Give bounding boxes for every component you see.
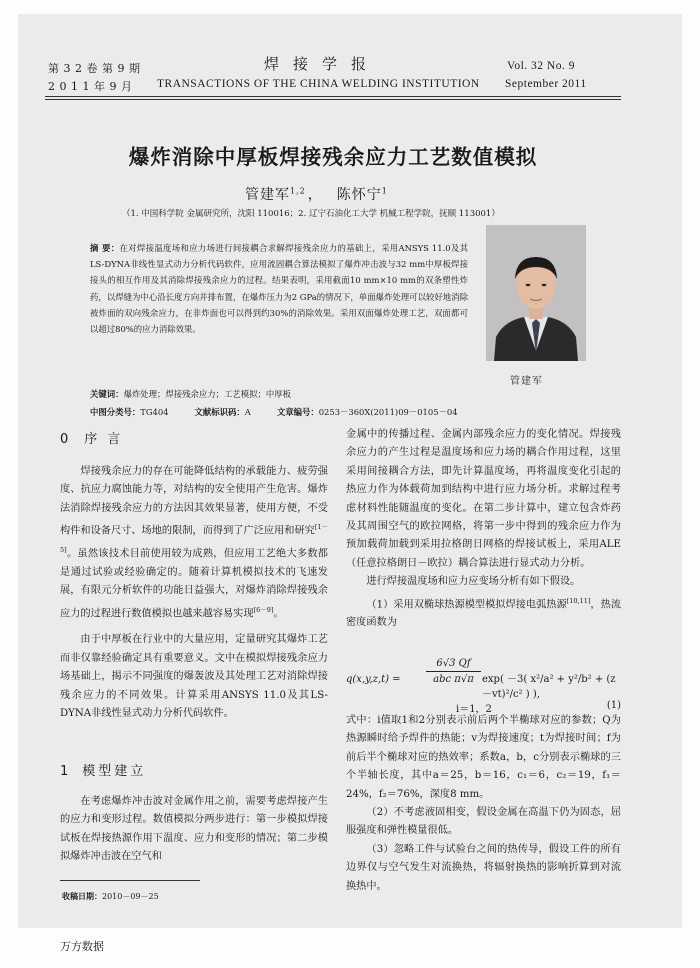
journal-name-cn: 焊接学报 — [264, 55, 381, 73]
left-column-body-2 — [60, 793, 328, 867]
intro-paragraph-2: 由于中厚板在行业中的大量应用，定量研究其爆炸工艺而非仅靠经验确定具有重要意义。文中在模拟焊接残余应力场基础上，揭示不同强度的爆轰波及其处理工艺对消除焊接残余应力的不同效果。计算采用ANSYS 11.0及其LS-DYNA非线性显式动力分析代码软件。 — [60, 634, 328, 720]
section-0-heading — [60, 428, 130, 447]
clc-value: TG404 — [140, 407, 169, 417]
abstract-label: 摘 要： — [90, 243, 120, 253]
left-column-body-1 — [60, 463, 328, 723]
authors — [245, 184, 388, 204]
article-id-value: 0253－360X(2011)09－0105－04 — [318, 407, 458, 417]
photo-caption: 管建军 — [510, 376, 543, 387]
author-1: 管建军 — [245, 187, 290, 203]
received-date-label: 收稿日期： — [62, 892, 102, 901]
right-paragraph-1: 金属中的传播过程、金属内部残余应力的变化情况。焊接残余应力的产生过程是温度场和应力场的耦合作用过程，这里采用间接耦合方法，即先计算温度场，再将温度变化引起的热应力作为体载荷加到结构中进行应力场分析。求解过程考虑材料性能随温度的变化。在第二步计算中，建立包含炸药及其周围空气的欧拉网格，将第一步中得到的残余应力作为预加载荷加载到采用拉格朗日网格的焊接试板上，采用ALE（任意拉格朗日－欧拉）耦合算法进行显式动力分析。 — [346, 429, 621, 569]
right-column-body-1 — [346, 426, 621, 633]
equation-rhs: exp( －3( x²/a² + y²/b² + (z－vt)²/c² ) ), — [482, 674, 616, 700]
author-2: 陈怀宁 — [336, 187, 382, 203]
section-1-title: 模型建立 — [82, 764, 147, 779]
citation-6-9: [6－9] — [253, 605, 274, 614]
equation-index: i＝1，2 — [456, 704, 492, 715]
keywords-label: 关键词： — [90, 389, 124, 399]
abstract-text: 在对焊接温度场和应力场进行间接耦合求解焊接残余应力的基础上，采用ANSYS 11.0及其LS-DYNA非线性显式动力分析代码软件，应用流固耦合算法模拟了爆炸冲击波与32 mm中厚板焊接接头的相互作用及其消除焊接残余应力的过程。结果表明，采用截面10 mm×10 mm的双条塑性炸药，以焊缝为中心沿长度方向并排布置，在爆炸压力为2 GPa的情况下，单面爆炸处理可以较好地消除被炸面的双向残余应力，在非炸面也可以得到约30%的消除效果。采用双面爆炸处理工艺，双面都可以超过80%的应力消除效果。 — [90, 243, 469, 335]
journal-date-en: September 2011 — [505, 78, 587, 90]
header-rule — [45, 96, 621, 97]
citation-1-5: [1－5] — [60, 523, 328, 555]
received-date: 2010－09－25 — [102, 892, 159, 901]
right-paragraph-5: （2）不考虑液固相变，假设金属在高温下仍为固态，屈服强度和弹性模量很低。 — [346, 807, 621, 837]
right-paragraph-6: （3）忽略工件与试验台之间的热传导，假设工件的所有边界仅与空气发生对流换热，将辐射换热的影响折算到对流换热中。 — [346, 843, 621, 892]
journal-name-en: TRANSACTIONS OF THE CHINA WELDING INSTITUTION — [157, 78, 480, 90]
right-paragraph-3 — [346, 592, 621, 633]
equation-1 — [346, 652, 621, 715]
affiliation: （1. 中国科学院 金属研究所，沈阳 110016；2. 辽宁石油化工大学 机械工程学院，抚顺 113001） — [122, 209, 500, 219]
intro-p1-text-b: 。虽然该技术目前使用较为成熟，但应用工艺绝大多数都是通过试验或经验确定的。随着计算机模拟技术的飞速发展，有限元分析软件的功能日益强大，对爆炸消除焊接残余应力的过程进行数值模拟也越来越容易实现 — [60, 548, 328, 620]
right-column-body-2 — [346, 712, 621, 896]
abstract — [90, 240, 468, 337]
equation-number: (1) — [606, 700, 621, 711]
equation-fraction — [426, 658, 481, 685]
doc-code-value: A — [244, 407, 251, 417]
heat-source-text: （1）采用双椭球热源模型模拟焊接电弧热源 — [366, 599, 567, 611]
journal-date-cn: 2 0 1 1 年 9 月 — [48, 80, 133, 93]
equation-numerator: 6√3 Qf — [426, 658, 481, 672]
header-rule-thin — [45, 99, 621, 100]
classification — [90, 406, 458, 418]
section-0-number: 0 — [60, 432, 69, 447]
author-1-affil: 1,2 — [290, 186, 306, 196]
section-0-title: 序言 — [84, 432, 131, 447]
author-photo — [486, 225, 586, 361]
right-paragraph-4: 式中：i值取1和2分别表示前后两个半椭球对应的参数；Q为热源瞬时给予焊件的热能；v为焊接速度；t为焊接时间；f为前后半个椭球对应的热效率；系数a，b，c分别表示椭球的三个半轴长度，其中a＝25，b＝16，c₁＝6，c₂＝19，f₁＝24%，f₂＝76%，深度8 mm。 — [346, 715, 621, 800]
right-paragraph-2: 进行焊接温度场和应力应变场分析有如下假设。 — [366, 576, 581, 588]
citation-10-11: [10,11] — [566, 596, 591, 605]
footnote — [62, 891, 159, 902]
footnote-rule — [60, 880, 200, 881]
intro-paragraph-1 — [60, 463, 328, 623]
journal-volume-cn: 第 3 2 卷 第 9 期 — [48, 62, 141, 75]
equation-denominator: abc π√π — [433, 674, 474, 685]
section-1-heading — [60, 760, 146, 779]
intro-p1-text-c: 。 — [273, 608, 284, 620]
doc-code-label: 文献标识码： — [194, 407, 245, 417]
author-portrait-image — [486, 225, 586, 361]
watermark: 万方数据 — [60, 940, 104, 953]
article-id-label: 文章编号： — [276, 407, 319, 417]
heat-source-text-b: ，热流密度函数为 — [346, 599, 622, 629]
equation-lhs: q(x,y,z,t) = — [346, 674, 401, 685]
author-separator: ， — [307, 187, 323, 203]
keywords — [90, 388, 291, 400]
section-1-number: 1 — [60, 764, 69, 779]
clc-label: 中图分类号： — [90, 407, 141, 417]
model-paragraph-1: 在考虑爆炸冲击波对金属作用之前，需要考虑焊接产生的应力和变形过程。数值模拟分两步进行：第一步模拟焊接试板在焊接热源作用下温度、应力和变形的情况；第二步模拟爆炸冲击波在空气和 — [60, 796, 328, 863]
keywords-text: 爆炸处理；焊接残余应力；工艺模拟；中厚板 — [123, 389, 291, 399]
intro-p1-text: 焊接残余应力的存在可能降低结构的承载能力、疲劳强度、抗应力腐蚀能力等，对结构的安全使用产生危害。爆炸法消除焊接残余应力的方法因其效果显著，使用方便，不受构件和设备尺寸、场地的限制，而得到了广泛应用和研究 — [60, 466, 328, 537]
journal-volume-en: Vol. 32 No. 9 — [507, 60, 575, 72]
author-2-affil: 1 — [381, 186, 388, 196]
paper-title: 爆炸消除中厚板焊接残余应力工艺数值模拟 — [128, 145, 538, 169]
